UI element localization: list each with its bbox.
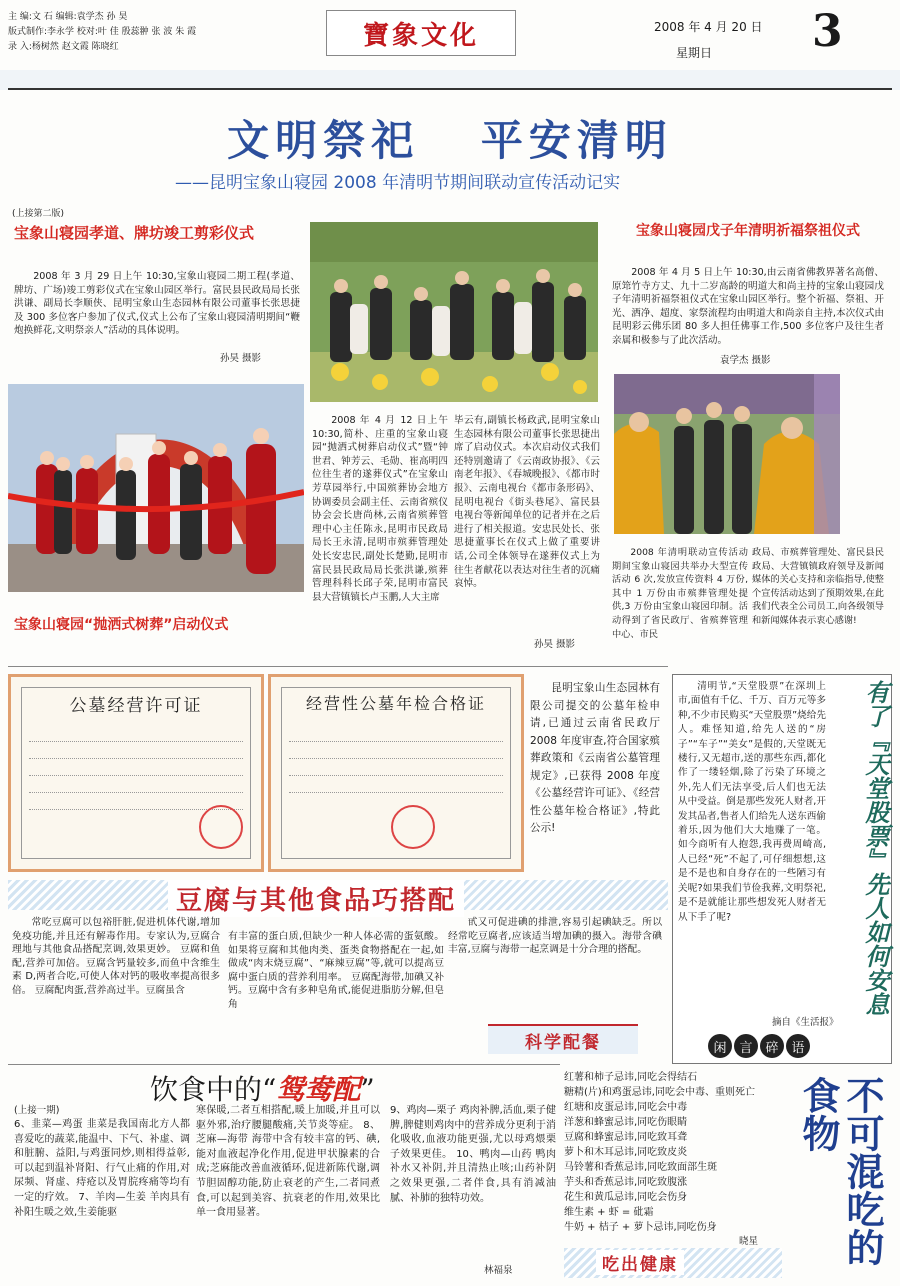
page-number: 3 xyxy=(812,6,843,57)
diet-col2: 寒保暖,二者互相搭配,暖上加暖,并且可以驱外邪,治疗腰腿酸痛,关节炎等症。 8、芝麻—海带 海带中含有较丰富的钙、碘,能对血液起净化作用,促进甲状腺素的合成;芝麻能改善血液循环,促进新陈代谢,调节胆固醇功能,防止衰老的产生,二者同煮食,可以起到美容、抗衰老的作用,效果比单一食用显著。 xyxy=(196,1105,380,1219)
tofu-section-text: 科学配餐 xyxy=(525,1032,601,1053)
list-item: 萝卜和木耳忌讳,同吃致皮炎 xyxy=(564,1147,688,1158)
issue-weekday: 星期日 xyxy=(676,46,713,60)
sidebar-label xyxy=(708,1034,810,1058)
label-pill xyxy=(708,1034,810,1058)
diet-col1: 6、韭菜—鸡蛋 韭菜是我国南北方人都喜爱吃的蔬菜,能温中、下气、补虚、调和脏腑、益阳,与鸡蛋同炒,则相得益彰,可以起到温补肾阳、行气止痛的作用,对尿频、肾虚、痔疮以及胃脘疼痛等均有一定的疗效。 7、羊肉—生姜 羊肉具有补阳生暖之效,生姜能驱 xyxy=(14,1119,190,1218)
list-item: 维生素 + 虾 = 砒霜 xyxy=(564,1207,654,1218)
diet-title-emphasis: 鸳鸯配 xyxy=(276,1073,361,1106)
section-divider xyxy=(8,1064,560,1065)
list-item: 花生和黄瓜忌讳,同吃会伤身 xyxy=(564,1192,688,1203)
blessing-credit: 袁学杰 摄影 xyxy=(720,355,771,366)
health-section-label: 吃出健康 xyxy=(596,1250,684,1275)
list-item: 牛奶 + 桔子 + 萝卜忌讳,同吃伤身 xyxy=(564,1222,717,1233)
tofu-col3: 甙又可促进碘的排泄,容易引起碘缺乏。所以经常吃豆腐者,应该适当增加碘的摄入。海带含碘丰富,豆腐与海带一起烹调是十分合理的搭配。 xyxy=(448,917,662,956)
article1-credit: 孙昊 摄影 xyxy=(220,353,262,364)
blessing-caption-col1: 2008 年清明联动宣传活动期间宝象山寝园共举办大型宣传活动 6 次,发放宣传资料 4 万份,其中 1 万份由市殡葬管理处提供,3 万份由宝象山寝园印制。活动得到了省民政厅、省殡葬管理中心、市民 xyxy=(612,547,748,640)
sidebar-body: 清明节,“天堂股票”在深圳上市,面值有千亿、千万、百万元等多种,不少市民购买“天堂股票”烧给先人。难怪知道,给先人送的“房子”“车子”“美女”是假的,天堂既无楼行,又无超市,送的那些东西,都化作了一缕轻烟,除了污染了环境之外,先人们无法享受,后人们也无法从中受益。倒是那些发死人财者,开发其品者,售者人们给先人送东西偷着乐,因为他们大大地赚了一笔。 如今商听有人抱怨,我再费周崎高,人已经“死”不起了,可仔细想想,这是不是也和自身存在的一些陋习有关呢?如果我们节俭我葬,文明祭祀,是不是就能让那些想发死人财者无从下手了呢? xyxy=(678,681,826,923)
staff-line: 主 编:文 石 编辑:袁学杰 孙 昊 xyxy=(8,12,128,22)
health-vertical-title: 不可混吃的食物 xyxy=(796,1076,885,1266)
label-char: 碎 xyxy=(760,1034,784,1058)
list-item: 芋头和香蕉忌讳,同吃致腹涨 xyxy=(564,1177,688,1188)
logo-text: 寶象文化 xyxy=(362,20,479,51)
license-certificate xyxy=(8,674,264,872)
continued-label: (上接第二版) xyxy=(12,209,65,219)
main-headline: 文明祭祀 平安清明 xyxy=(227,116,673,165)
tofu-col2: 有丰富的蛋白质,但缺少一种人体必需的蛋氨酸。如果将豆腐和其他肉类、蛋类食物搭配在一起,如做成“肉末烧豆腐”、“麻辣豆腐”等,就可以提高豆腐中蛋白质的营养利用率。 豆腐配海带,加碘又补钙。豆腐中含有多种皂角甙,能促进脂肪分解,但皂角 xyxy=(228,931,444,1010)
annual-check-certificate-title: 经营性公墓年检合格证 xyxy=(305,694,486,713)
list-item: 洋葱和蜂蜜忌讳,同吃伤眼睛 xyxy=(564,1117,688,1128)
diet-title xyxy=(150,1068,375,1108)
license-certificate-title: 公墓经营许可证 xyxy=(69,696,203,716)
article1-title: 宝象山寝园孝道、牌坊竣工剪彩仪式 xyxy=(14,224,255,242)
health-list xyxy=(564,1070,786,1248)
main-subheadline: ——昆明宝象山寝园 2008 年清明节期间联动宣传活动记实 xyxy=(175,173,621,193)
issue-date: 2008 年 4 月 20 日 xyxy=(654,20,763,34)
list-item: 红塘和皮蛋忌讳,同吃会中毒 xyxy=(564,1102,688,1113)
ribbon-cutting-photo xyxy=(8,384,304,592)
list-item: 糖精(片)和鸡蛋忌讳,同吃会中毒、重则死亡 xyxy=(564,1087,755,1098)
header-rule-band xyxy=(0,70,900,90)
tofu-section-label xyxy=(488,1024,638,1054)
diet-continued: (上接一期) xyxy=(14,1105,60,1116)
staff-line: 版式制作:李永学 校对:叶 佳 殷蕊翀 张 波 朱 霞 xyxy=(8,27,197,37)
red-seal-icon xyxy=(391,805,435,849)
middle-credit: 孙昊 摄影 xyxy=(534,639,576,650)
section-divider xyxy=(8,666,668,667)
tree-burial-photo xyxy=(310,222,598,402)
certificate-text-lines xyxy=(289,733,503,801)
header-rule xyxy=(8,88,892,90)
tofu-title: 豆腐与其他食品巧搭配 xyxy=(168,880,464,917)
monks-photo xyxy=(614,374,840,534)
sidebar-title: 有了『天堂股票』先人如何安息 xyxy=(861,680,890,1016)
masthead-logo xyxy=(326,10,516,56)
red-seal-icon xyxy=(199,805,243,849)
list-item: 豆腐和蜂蜜忌讳,同吃致耳聋 xyxy=(564,1132,688,1143)
label-char: 语 xyxy=(786,1034,810,1058)
diet-title-suffix: ” xyxy=(360,1073,375,1106)
blessing-title: 宝象山寝园戊子年清明祈福祭祖仪式 xyxy=(636,223,860,239)
diet-title-prefix: 饮食中的“ xyxy=(150,1073,277,1106)
blessing-body: 2008 年 4 月 5 日上午 10:30,由云南省佛教界著名高僧、原筇竹寺方丈、九十二岁高龄的明道大和尚主持的宝象山寝园戊子年清明祈福祭祖仪式在宝象山园区举行。整个祈福、祭祖、开光、洒净、超度、家祭流程均由明道大和尚亲自主持,本次仪式由昆明彩云佛乐团 80 多人担任佛事工作,500 多位客户及往生者亲属和极参与了此次活动。 xyxy=(612,267,884,346)
middle-col2: 毕云有,副镇长杨政武,昆明宝象山生态园林有限公司董事长张思捷出席了启动仪式。本次启动仪式我们还特别邀请了《云南政协报》、《云南老年报》、《春城晚报》、《都市时报》、云南电视台《都市条形码》、昆明电视台《街头巷尾》、富民县电视台等新闻单位的记者并在之后进行了相关报道。安忠民处长、张思捷董事长在仪式上做了重要讲话,公司全体领导在遂葬仪式上为往生者献花以表达对往生者的沉痛哀悼。 xyxy=(454,415,600,590)
blessing-caption-col2: 政局、市殡葬管理处、富民县民政局、大营镇镇政府领导及新闻媒体的关心支持和亲临指导,使整个宣传活动达到了预期效果,在此我们代表全公司员工,向各级领导和新闻媒体表示衷心感谢! xyxy=(752,547,884,626)
label-char: 闲 xyxy=(708,1034,732,1058)
certificate-text-lines xyxy=(29,733,243,818)
certificate-notice: 昆明宝象山生态园林有限公司提交的公墓年检申请,已通过云南省民政厅 2008 年度审查,符合国家殡葬政策和《云南省公墓管理规定》,已获得 2008 年度《公墓经营许可证》、《经营性公墓年检合格证》,特此公示! xyxy=(530,682,660,834)
article1-body: 2008 年 3 月 29 日上午 10:30,宝象山寝园二期工程(孝道、牌坊、广场)竣工剪彩仪式在宝象山园区举行。富民县民政局局长张洪谦、副局长李顺侠、昆明宝象山生态园林有限公司董事长张思捷及 300 多位客户参加了仪式,仪式上公布了宝象山寝园清明期间“鞭炮换鲜花,文明祭亲人”活动的具体说明。 xyxy=(14,271,300,337)
label-char: 言 xyxy=(734,1034,758,1058)
staff-line: 录 入:杨树然 赵文霞 陈晓红 xyxy=(8,42,119,52)
diet-col3: 9、鸡肉—栗子 鸡肉补脾,活血,栗子健脾,脾健则鸡肉中的营养成分更利于消化吸收,血液功能更强,尤以母鸡煨栗子效果更佳。 10、鸭肉—山药 鸭肉补水又补阴,并且清热止咳;山药补阴之效果更强,二者伴食,具有消减油腻、补肺的独特功效。 xyxy=(390,1105,556,1204)
health-credit: 晓星 xyxy=(738,1236,758,1247)
list-item: 红薯和柿子忌讳,同吃会得结石 xyxy=(564,1072,698,1083)
annual-check-certificate xyxy=(268,674,524,872)
staff-credits xyxy=(8,10,318,55)
list-item: 马铃薯和香蕉忌讳,同吃致面部生斑 xyxy=(564,1162,718,1173)
ceremony-title: 宝象山寝园“抛洒式树葬”启动仪式 xyxy=(14,617,229,633)
sidebar-credit: 摘自《生活报》 xyxy=(772,1017,839,1028)
middle-col1: 2008 年 4 月 12 日上午 10:30,简朴、庄重的宝象山寝园“抛洒式树葬启动仪式”暨“钟世君、钟芳云、毛勋、崔高明四位往生者的遂葬仪式”在宝象山芳草园举行,中国殡葬协会地方协调委员会副主任、云南省殡仪协会会长唐尚林,云南省殡葬管理中心主任陈永,昆明市民政局局长王永清,昆明市殡葬管理处处长安忠民,副处长楚勤,昆明市富民县民政局局长张洪谦,殡葬管理科科长邱子荣,昆明市富民县大营镇镇长卢玉鹏,人大主席 xyxy=(312,415,448,603)
diet-credit: 林福泉 xyxy=(484,1265,513,1276)
tofu-col1: 常吃豆腐可以包裕肝脏,促进机体代谢,增加免疫功能,并且还有解毒作用。专家认为,豆腐合理地与其他食品搭配烹调,效果更妙。 豆腐和鱼配,营养可加倍。豆腐含钙量较多,而鱼中含维生素 D,两者合吃,可使人体对钙的吸收率提高很多倍。 豆腐配肉蛋,营养高过半。豆腐虽含 xyxy=(12,917,220,996)
